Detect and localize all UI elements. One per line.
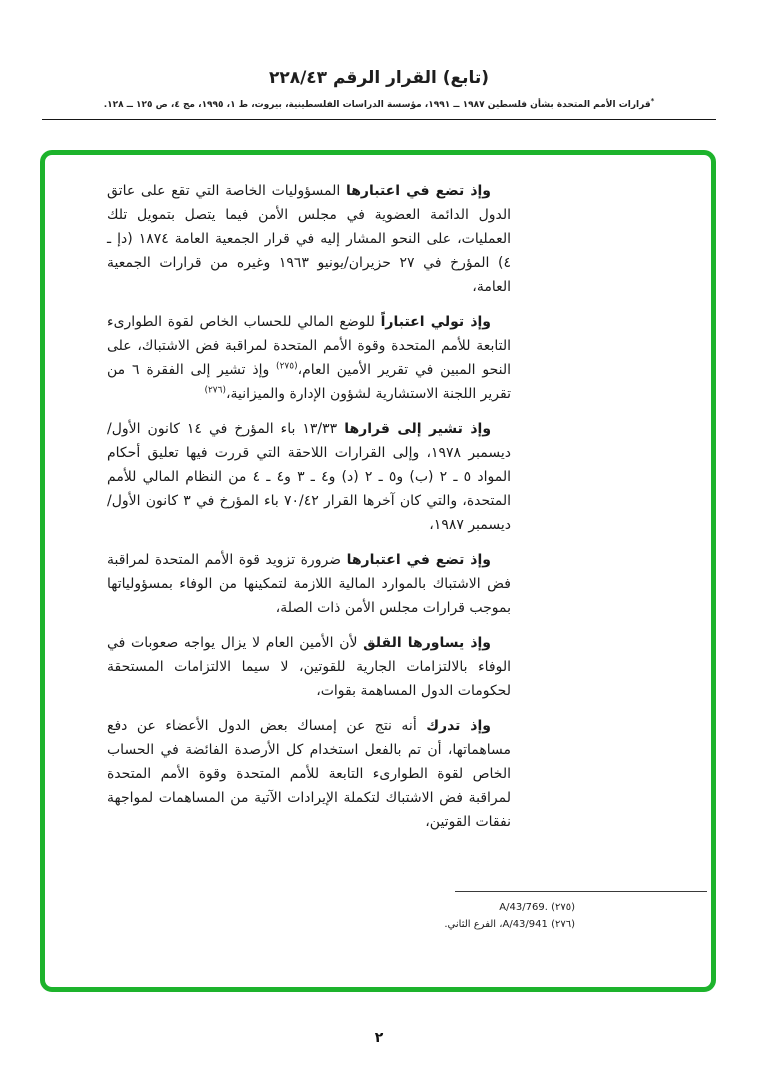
preamble-paragraph-5 xyxy=(107,631,511,703)
page-header xyxy=(0,68,758,120)
paragraph-text: المسؤوليات الخاصة التي تقع على عاتق الدول الدائمة العضوية في مجلس الأمن فيما يتصل بتمويل تلك العمليات، على النحو المشار إليه في قرار الجمعية العامة ١٨٧٤ (دإ ـ ٤) المؤرخ في ٢٧ حزيران/يونيو ١٩٦٣ وغيره من قرارات الجمعية العامة، xyxy=(107,183,511,295)
footnote-separator xyxy=(455,891,707,892)
paragraph-text: وإذ تشير إلى الفقرة ٦ من تقرير اللجنة الاستشارية لشؤون الإدارة والميزانية، xyxy=(107,362,511,402)
preamble-paragraph-2 xyxy=(107,310,511,406)
source-note-asterisk: * xyxy=(650,97,655,105)
paragraph-text: أنه نتج عن إمساك بعض الدول الأعضاء عن دفع مساهماتها، أن تم بالفعل استخدام كل الأرصدة الفائضة في الحساب الخاص لقوة الطوارىء التابعة للأمم المتحدة وقوة الأمم المتحدة لمراقبة فض الاشتباك لتكملة الإيرادات الآتية من المساهمات لمواجهة نفقات القوتين، xyxy=(107,718,511,830)
preamble-paragraph-4 xyxy=(107,548,511,620)
footnote-275 xyxy=(297,899,707,916)
preamble-paragraph-1 xyxy=(107,179,511,299)
page-title: (تابع) القرار الرقم ٢٢٨/٤٣ xyxy=(268,68,490,88)
footnotes-section xyxy=(297,891,707,933)
resolution-text xyxy=(107,179,511,845)
footnote-document-symbol: A/43/769. xyxy=(499,902,548,913)
footnote-tail: ، الفرع الثاني. xyxy=(444,919,503,930)
paragraph-lead: وإذ يساورها القلق xyxy=(363,635,492,651)
footnote-276 xyxy=(297,916,707,933)
header-rule xyxy=(42,119,716,120)
paragraph-lead: وإذ تولي اعتباراً xyxy=(380,314,492,330)
paragraph-lead: وإذ تضع في اعتبارها xyxy=(346,552,491,568)
paragraph-text: للوضع المالي للحساب الخاص لقوة الطوارىء التابعة للأمم المتحدة وقوة الأمم المتحدة لمراقبة فض الاشتباك، على النحو المبين في تقرير الأمين العام، xyxy=(107,314,511,378)
source-note-text: قرارات الأمم المتحدة بشأن فلسطين ١٩٨٧ ــ ١٩٩١، مؤسسة الدراسات الفلسطينية، بيروت، ط ١، ١٩٩٥، مج ٤، ص ١٢٥ ــ ١٢٨. xyxy=(103,100,651,110)
paragraph-lead: وإذ تضع في اعتبارها xyxy=(345,183,492,199)
source-note xyxy=(14,97,744,110)
footnote-marker: (٢٧٦) xyxy=(551,919,575,930)
footnote-document-symbol: A/43/941 xyxy=(502,919,548,930)
paragraph-lead: وإذ تشير إلى قرارها xyxy=(344,421,492,437)
footnote-marker: (٢٧٥) xyxy=(551,902,575,913)
footnote-ref-276: (٢٧٦) xyxy=(204,385,226,396)
footnote-ref-275: (٢٧٥) xyxy=(276,361,298,372)
preamble-paragraph-6 xyxy=(107,714,511,834)
preamble-paragraph-3 xyxy=(107,417,511,537)
scanned-page-frame xyxy=(40,150,716,992)
paragraph-text: ضرورة تزويد قوة الأمم المتحدة لمراقبة فض الاشتباك بالموارد المالية اللازمة لتمكينها من الوفاء بمسؤولياتها بموجب قرارات مجلس الأمن ذات الصلة، xyxy=(107,552,511,616)
paragraph-text: لأن الأمين العام لا يزال يواجه صعوبات في الوفاء بالالتزامات الجارية للقوتين، لا سيما الالتزامات المستحقة لحكومات الدول المساهمة بقوات، xyxy=(107,635,511,699)
page-number: ٢ xyxy=(374,1030,384,1046)
paragraph-text: ١٣/٣٣ باء المؤرخ في ١٤ كانون الأول/ديسمبر ١٩٧٨، وإلى القرارات اللاحقة التي قررت فيها تعليق أحكام المواد ٥ ـ ٢ (ب) و٥ ـ ٢ (د) و٤ ـ ٣ و٤ ـ ٤ من النظام المالي للأمم المتحدة، والتي كان آخرها القرار ٧٠/٤٢ باء المؤرخ في ٣ كانون الأول/ديسمبر ١٩٨٧، xyxy=(107,421,512,533)
paragraph-lead: وإذ تدرك xyxy=(426,718,491,734)
